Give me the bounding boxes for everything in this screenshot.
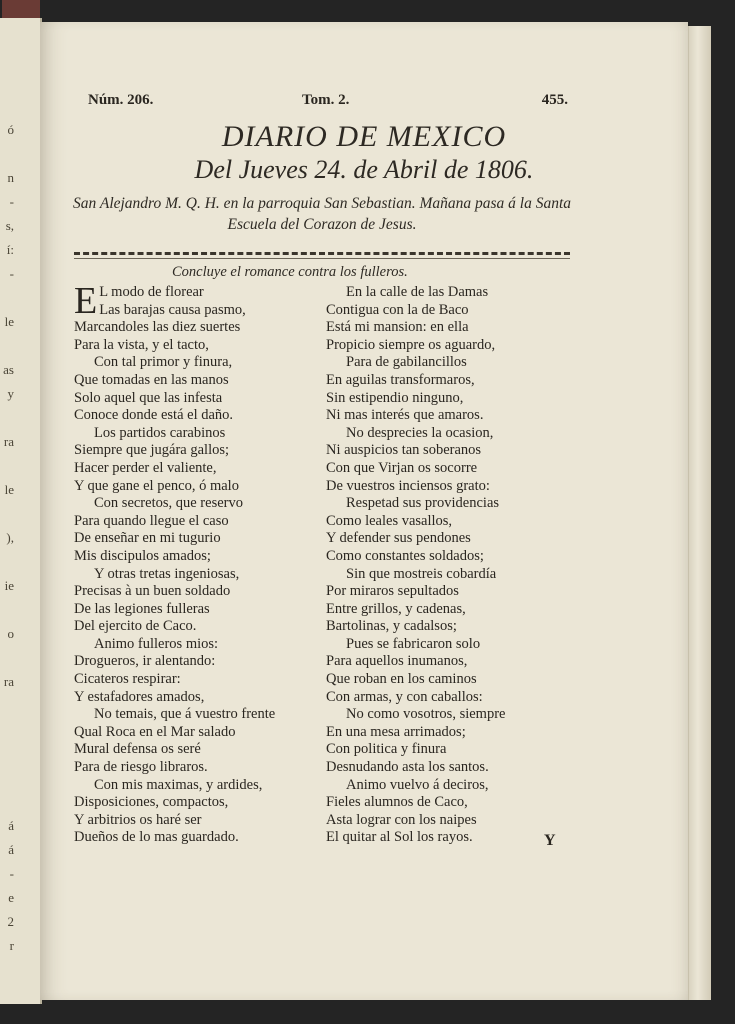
poem-line: Para aquellos inumanos, xyxy=(326,653,468,670)
poem-line: Los partidos carabinos xyxy=(94,424,226,441)
left-edge-fragment xyxy=(0,334,14,358)
poem-line: Para quando llegue el caso xyxy=(74,512,229,529)
page-header xyxy=(88,92,568,116)
left-page-margin xyxy=(0,18,42,1004)
left-edge-fragment: á xyxy=(8,818,14,833)
left-edge-fragment: ó xyxy=(7,122,14,137)
article-subheading: Concluye el romance contra los fulleros. xyxy=(172,264,408,280)
poem-line: Por miraros sepultados xyxy=(326,583,459,600)
left-edge-fragment: 2 xyxy=(7,914,14,929)
poem-line: En aguilas transformaros, xyxy=(326,371,475,388)
issue-number: Núm. 206. xyxy=(88,92,154,108)
poem-line: Dueños de lo mas guardado. xyxy=(74,829,239,846)
poem-line: Bartolinas, y cadalsos; xyxy=(326,618,457,635)
left-edge-fragment: - xyxy=(9,194,14,209)
poem-line: De las legiones fulleras xyxy=(74,600,210,617)
poem-line: Mural defensa os seré xyxy=(74,741,201,758)
left-edge-fragment: ra xyxy=(3,674,14,689)
poem-line: Con mis maximas, y ardides, xyxy=(94,776,263,793)
left-edge-fragment xyxy=(0,766,14,790)
poem-line: En una mesa arrimados; xyxy=(326,723,466,740)
left-edge-fragment xyxy=(0,454,14,478)
poem-line: Respetad sus providencias xyxy=(346,495,500,512)
poem-line: Que roban en los caminos xyxy=(326,671,477,688)
poem-line: Ni mas interés que amaros. xyxy=(326,407,484,424)
poem-column-left xyxy=(74,280,324,847)
poem-line: No temais, que á vuestro frente xyxy=(94,706,276,723)
poem-line: Con secretos, que reservo xyxy=(94,495,243,512)
poem-line: Como leales vasallos, xyxy=(326,512,453,529)
left-edge-fragment xyxy=(0,598,14,622)
poem-line: Drogueros, ir alentando: xyxy=(74,653,216,670)
poem-column-right xyxy=(326,284,576,847)
poem-line: Siempre que jugára gallos; xyxy=(74,442,230,459)
left-edge-fragment xyxy=(0,694,14,718)
poem-line: En la calle de las Damas xyxy=(346,284,489,300)
poem-line: Del ejercito de Caco. xyxy=(74,618,197,635)
poem-line: Conoce donde está el daño. xyxy=(74,407,234,424)
poem-line: De enseñar en mi tugurio xyxy=(74,530,221,547)
left-edge-fragment: ie xyxy=(4,578,14,593)
left-edge-fragment xyxy=(0,502,14,526)
left-edge-fragment xyxy=(0,406,14,430)
left-edge-fragment xyxy=(0,742,14,766)
page-stack-edge xyxy=(688,26,711,1000)
poem-line: Y arbitrios os haré ser xyxy=(74,811,202,828)
poem-line: Propicio siempre os aguardo, xyxy=(326,336,496,353)
left-page-edge-text xyxy=(0,118,14,958)
poem-line: Precisas à un buen soldado xyxy=(74,583,231,600)
poem-line: Mis discipulos amados; xyxy=(74,547,211,564)
poem-line: Fieles alumnos de Caco, xyxy=(326,794,468,811)
poem-line: Sin que mostreis cobardía xyxy=(346,565,497,582)
poem-line: Para de riesgo libraros. xyxy=(74,759,208,776)
left-edge-fragment: y xyxy=(7,386,14,401)
poem-line: Y otras tretas ingeniosas, xyxy=(94,565,240,582)
poem-line: Asta lograr con los naipes xyxy=(326,811,477,828)
poem-line: Con que Virjan os socorre xyxy=(326,459,478,476)
poem-line: Y defender sus pendones xyxy=(326,530,471,547)
poem-line: De vuestros inciensos grato: xyxy=(326,477,490,494)
poem-line: Hacer perder el valiente, xyxy=(74,459,217,476)
poem-line: Y que gane el penco, ó malo xyxy=(74,477,239,494)
poem-line: Con armas, y con caballos: xyxy=(326,688,483,705)
poem-line: No desprecies la ocasion, xyxy=(346,424,494,441)
masthead-title: DIARIO DE MEXICO xyxy=(221,120,507,153)
left-edge-fragment: n xyxy=(7,170,14,185)
poem-line: Desnudando asta los santos. xyxy=(326,759,489,776)
left-edge-fragment: le xyxy=(4,314,14,329)
tome-number: Tom. 2. xyxy=(302,92,350,108)
left-edge-fragment xyxy=(0,550,14,574)
left-edge-fragment xyxy=(0,718,14,742)
page-number: 455. xyxy=(541,92,568,108)
left-edge-fragment xyxy=(0,142,14,166)
poem-line: Está mi mansion: en ella xyxy=(326,319,469,336)
poem-line: Contigua con la de Baco xyxy=(326,301,469,318)
poem-line: Para de gabilancillos xyxy=(346,354,467,371)
poem-line: Ni auspicios tan soberanos xyxy=(326,442,482,459)
poem-line: Cicateros respirar: xyxy=(74,671,181,688)
left-edge-fragment: ), xyxy=(6,530,14,545)
left-edge-fragment: r xyxy=(9,938,14,953)
divider-rule xyxy=(74,258,570,259)
poem-line: Solo aquel que las infesta xyxy=(74,389,223,406)
ornamental-rule xyxy=(74,252,570,255)
poem-line: Entre grillos, y cadenas, xyxy=(326,600,466,617)
poem-line: Con politica y finura xyxy=(326,741,447,758)
left-edge-fragment: ra xyxy=(3,434,14,449)
issue-date: Del Jueves 24. de Abril de 1806. xyxy=(194,155,534,184)
poem-line: Con tal primor y finura, xyxy=(94,354,233,371)
left-edge-fragment: á xyxy=(8,842,14,857)
left-edge-fragment: í: xyxy=(6,242,14,257)
left-edge-fragment: s, xyxy=(5,218,14,233)
poem-line: No como vosotros, siempre xyxy=(346,706,506,723)
drop-cap: E xyxy=(74,280,98,322)
poem-line: Animo vuelvo á deciros, xyxy=(346,776,489,793)
saints-of-the-day: San Alejandro M. Q. H. en la parroquia San Sebastian. Mañana pasa á la Santa Escuela del Corazon de Jesus. xyxy=(73,195,571,233)
poem-line: Que tomadas en las manos xyxy=(74,371,229,388)
left-edge-fragment: - xyxy=(9,266,14,281)
left-edge-fragment xyxy=(0,790,14,814)
poem-line: Pues se fabricaron solo xyxy=(346,635,481,652)
poem-line: Y estafadores amados, xyxy=(74,688,205,705)
left-edge-fragment: e xyxy=(8,890,14,905)
left-edge-fragment: le xyxy=(4,482,14,497)
poem-line: Las barajas causa pasmo, xyxy=(99,301,246,318)
poem-line: Sin estipendio ninguno, xyxy=(326,389,464,406)
left-edge-fragment xyxy=(0,646,14,670)
poem-line: Como constantes soldados; xyxy=(326,547,484,564)
poem-line: El quitar al Sol los rayos. xyxy=(326,829,473,846)
left-edge-fragment: - xyxy=(9,866,14,881)
poem-line: Marcandoles las diez suertes xyxy=(74,319,241,336)
poem-line: Para la vista, y el tacto, xyxy=(74,336,209,353)
poem-line: L modo de florear xyxy=(99,284,204,300)
poem-line: Disposiciones, compactos, xyxy=(74,794,229,811)
poem-line: Animo fulleros mios: xyxy=(94,635,219,652)
left-edge-fragment: o xyxy=(7,626,14,641)
poem-line: Qual Roca en el Mar salado xyxy=(74,723,236,740)
left-edge-fragment xyxy=(0,286,14,310)
left-edge-fragment: as xyxy=(3,362,14,377)
catchword: Y xyxy=(544,832,556,849)
